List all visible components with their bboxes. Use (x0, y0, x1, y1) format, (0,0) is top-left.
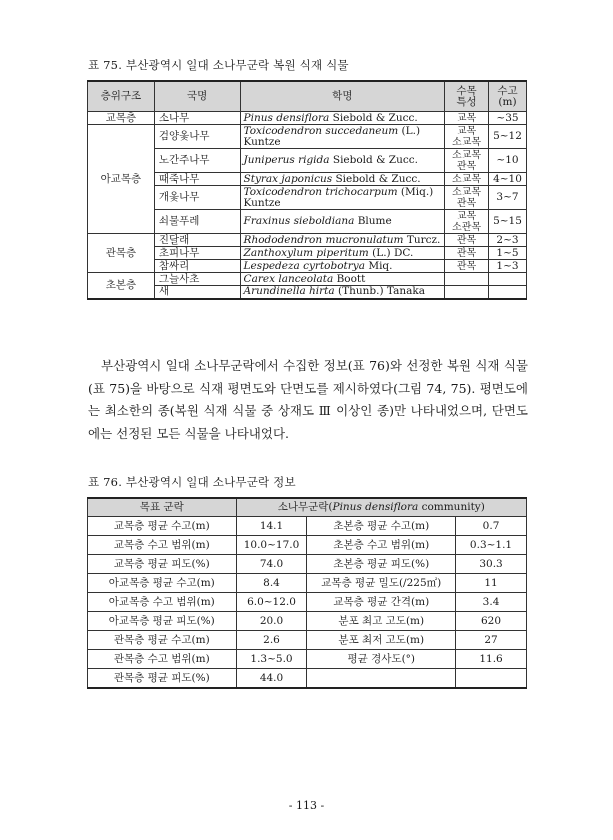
height-cell: 3~7 (488, 186, 526, 210)
tree-type-cell: 교목 소교목 (445, 125, 489, 149)
author: (L.) DC. (372, 246, 414, 259)
table-row (88, 555, 527, 574)
table-row (88, 234, 527, 247)
label-cell: 교목층 평균 수고(m) (88, 517, 237, 536)
label-cell: 관목층 수고 범위(m) (88, 650, 237, 669)
height-cell: 2~3 (488, 234, 526, 247)
header-target-community: 목표 군락 (88, 498, 237, 517)
value-cell: 0.7 (456, 517, 527, 536)
tree-type-cell (445, 286, 489, 299)
height-cell: 5~15 (488, 210, 526, 234)
genus-species: Styrax japonicus (243, 172, 333, 185)
table76 (87, 497, 527, 689)
table-row (88, 650, 527, 669)
table-row (88, 574, 527, 593)
label-cell: 관목층 평균 수고(m) (88, 631, 237, 650)
scientific-name-cell (240, 210, 445, 234)
table-row (88, 149, 527, 173)
author: Siebold & Zucc. (332, 154, 418, 166)
genus-species: Juniperus rigida (243, 154, 330, 166)
author: (L.) Kuntze (243, 124, 421, 148)
scientific-name-cell (240, 125, 445, 149)
korean-name-cell: 참싸리 (154, 260, 240, 273)
author: Blume (357, 215, 392, 227)
table75-caption: 표 75. 부산광역시 일대 소나무군락 복원 식재 식물 (88, 58, 349, 72)
layer-cell: 초본층 (88, 273, 155, 299)
label-cell: 아교목층 평균 피도(%) (88, 612, 237, 631)
label-cell: 교목층 평균 밀도(/225㎡) (307, 574, 456, 593)
scientific-name-cell (240, 112, 445, 125)
value-cell: 8.4 (236, 574, 307, 593)
height-cell (488, 286, 526, 299)
value-cell: 0.3~1.1 (456, 536, 527, 555)
height-cell: 1~5 (488, 247, 526, 260)
height-cell (488, 273, 526, 286)
label-cell: 초본층 평균 피도(%) (307, 555, 456, 574)
scientific-name-cell (240, 173, 445, 186)
table-row (88, 247, 527, 260)
korean-name-cell: 초피나무 (154, 247, 240, 260)
korean-name-cell: 노간주나무 (154, 149, 240, 173)
korean-name-cell: 때죽나무 (154, 173, 240, 186)
value-cell: 6.0~12.0 (236, 593, 307, 612)
label-cell: 교목층 평균 간격(m) (307, 593, 456, 612)
author: Turcz. (406, 233, 441, 246)
genus-species: Arundinella hirta (243, 285, 335, 298)
label-cell: 아교목층 평균 수고(m) (88, 574, 237, 593)
table-row (88, 612, 527, 631)
value-cell: 620 (456, 612, 527, 631)
table75 (87, 80, 527, 300)
table-row (88, 125, 527, 149)
table-row (88, 260, 527, 273)
korean-name-cell: 그늘사초 (154, 273, 240, 286)
genus-species: Zanthoxylum piperitum (243, 246, 369, 259)
height-cell: 1~3 (488, 260, 526, 273)
height-cell: ~10 (488, 149, 526, 173)
layer-cell: 교목층 (88, 112, 155, 125)
table76-caption: 표 76. 부산광역시 일대 소나무군락 정보 (88, 475, 296, 489)
scientific-name-cell (240, 149, 445, 173)
scientific-name-cell (240, 260, 445, 273)
header-height: 수고 (m) (488, 81, 526, 112)
label-cell: 아교목층 수고 범위(m) (88, 593, 237, 612)
header-type: 수목 특성 (445, 81, 489, 112)
value-cell: 2.6 (236, 631, 307, 650)
korean-name-cell: 개옻나무 (154, 186, 240, 210)
author: Siebold & Zucc. (335, 172, 421, 185)
korean-name-cell: 진달래 (154, 234, 240, 247)
table-row (88, 631, 527, 650)
table-row (88, 273, 527, 286)
tree-type-cell: 소교목 관목 (445, 149, 489, 173)
genus-species: Carex lanceolata (243, 272, 334, 285)
tree-type-cell: 관목 (445, 234, 489, 247)
header-layer: 층위구조 (88, 81, 155, 112)
label-cell: 초본층 평균 수고(m) (307, 517, 456, 536)
scientific-name-cell (240, 273, 445, 286)
korean-name-cell: 쇠물푸레 (154, 210, 240, 234)
scientific-name-cell (240, 186, 445, 210)
label-cell: 평균 경사도(°) (307, 650, 456, 669)
height-cell: 4~10 (488, 173, 526, 186)
header-community-name: 소나무군락(Pinus densiflora community) (236, 498, 526, 517)
genus-species: Toxicodendron succedaneum (243, 124, 399, 137)
table-row (88, 536, 527, 555)
label-cell: 교목층 평균 피도(%) (88, 555, 237, 574)
height-cell: ~35 (488, 112, 526, 125)
genus-species: Lespedeza cyrtobotrya (243, 259, 365, 272)
label-cell: 분포 최고 고도(m) (307, 612, 456, 631)
tree-type-cell: 교목 소관목 (445, 210, 489, 234)
genus-species: Rhododendron mucronulatum (243, 233, 404, 246)
layer-cell: 관목층 (88, 234, 155, 273)
table-row (88, 517, 527, 536)
value-cell: 11.6 (456, 650, 527, 669)
genus-species: Fraxinus sieboldiana (243, 215, 355, 227)
tree-type-cell: 소교목 (445, 173, 489, 186)
scientific-name-cell (240, 286, 445, 299)
tree-type-cell (445, 273, 489, 286)
author: Siebold & Zucc. (332, 111, 418, 124)
table-row (88, 286, 527, 299)
value-cell: 10.0~17.0 (236, 536, 307, 555)
korean-name-cell: 검양옻나무 (154, 125, 240, 149)
header-korean: 국명 (154, 81, 240, 112)
label-cell: 관목층 평균 피도(%) (88, 669, 237, 689)
genus-species: Pinus densiflora (243, 111, 330, 124)
tree-type-cell: 교목 (445, 112, 489, 125)
scientific-name-cell (240, 247, 445, 260)
author: Miq. (368, 259, 393, 272)
scientific-name-cell (240, 234, 445, 247)
value-cell: 30.3 (456, 555, 527, 574)
korean-name-cell: 소나무 (154, 112, 240, 125)
tree-type-cell: 관목 (445, 260, 489, 273)
header-scientific: 학명 (240, 81, 445, 112)
table-row (88, 669, 527, 689)
table-row (88, 112, 527, 125)
value-cell: 74.0 (236, 555, 307, 574)
table-row (88, 173, 527, 186)
label-cell: 초본층 수고 범위(m) (307, 536, 456, 555)
value-cell: 3.4 (456, 593, 527, 612)
genus-species: Toxicodendron trichocarpum (243, 185, 398, 198)
value-cell (456, 669, 527, 689)
page-number: - 113 - (288, 799, 325, 812)
layer-cell: 아교목층 (88, 125, 155, 234)
value-cell: 11 (456, 574, 527, 593)
table-row (88, 210, 527, 234)
label-cell (307, 669, 456, 689)
value-cell: 44.0 (236, 669, 307, 689)
body-paragraph: 부산광역시 일대 소나무군락에서 수집한 정보(표 76)와 선정한 복원 식재 식물(표 75)을 바탕으로 식재 평면도와 단면도를 제시하였다(그림 74, 75). 평면도에는 최소한의 종(복원 식재 식물 중 상재도 Ⅲ 이상인 종)만 나타내었으며, 단면도에는 선정된 모든 식물을 나타내었다. (88, 358, 528, 441)
tree-type-cell: 소교목 관목 (445, 186, 489, 210)
height-cell: 5~12 (488, 125, 526, 149)
author: Boott (336, 272, 366, 285)
author: (Thunb.) Tanaka (338, 285, 425, 298)
value-cell: 1.3~5.0 (236, 650, 307, 669)
author: (Miq.) Kuntze (243, 185, 434, 209)
label-cell: 교목층 수고 범위(m) (88, 536, 237, 555)
value-cell: 14.1 (236, 517, 307, 536)
table-row (88, 186, 527, 210)
value-cell: 27 (456, 631, 527, 650)
label-cell: 분포 최저 고도(m) (307, 631, 456, 650)
table-row (88, 593, 527, 612)
tree-type-cell: 관목 (445, 247, 489, 260)
value-cell: 20.0 (236, 612, 307, 631)
korean-name-cell: 새 (154, 286, 240, 299)
